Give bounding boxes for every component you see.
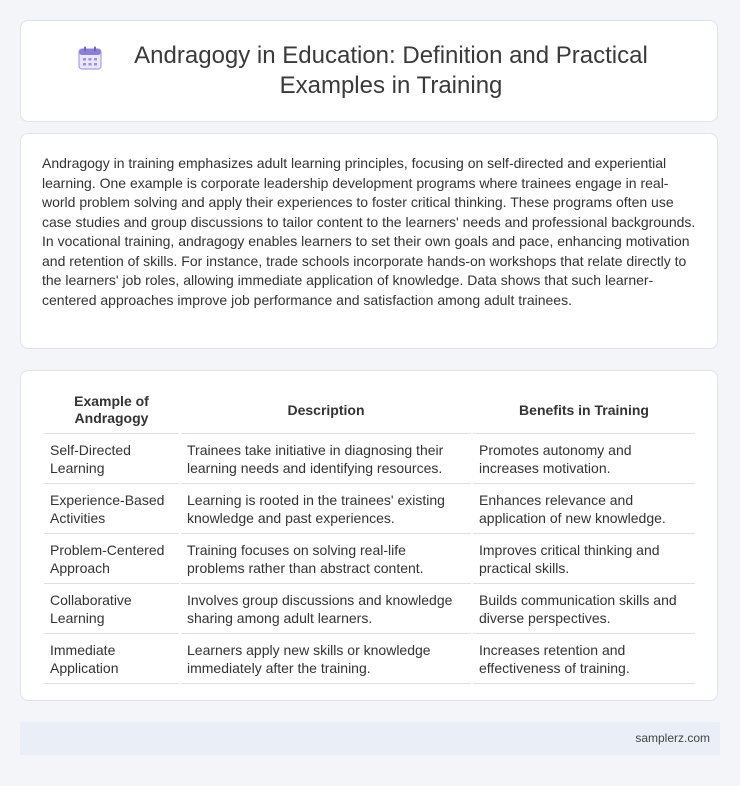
benefits-cell: Enhances relevance and application of new knowledge. [473, 484, 695, 534]
benefits-cell: Increases retention and effectiveness of training. [473, 634, 695, 684]
footer-site-link[interactable]: samplerz.com [635, 731, 710, 745]
column-header-benefits: Benefits in Training [473, 389, 695, 434]
description-cell: Learners apply new skills or knowledge immediately after the training. [181, 634, 471, 684]
footer-bar [20, 722, 720, 755]
table-row [44, 434, 695, 484]
benefits-cell: Improves critical thinking and practical skills. [473, 534, 695, 584]
description-cell: Learning is rooted in the trainees' existing knowledge and past experiences. [181, 484, 471, 534]
table-row [44, 484, 695, 534]
example-cell: Immediate Application [44, 634, 179, 684]
examples-table [42, 389, 697, 684]
description-cell: Trainees take initiative in diagnosing their learning needs and identifying resources. [181, 434, 471, 484]
table-header-row [44, 389, 695, 434]
calendar-icon [77, 45, 103, 71]
intro-paragraph: Andragogy in training emphasizes adult learning principles, focusing on self-directed and experiential learning. One example is corporate leadership development programs where trainees engage in real-world problem solving and apply their experiences to foster critical thinking. These programs often use case studies and group discussions to tailor content to the learners' needs and professional backgrounds. In vocational training, andragogy enables learners to set their own goals and pace, enhancing motivation and retention of skills. For instance, trade schools incorporate hands-on workshops that relate directly to the learners' job roles, allowing immediate application of knowledge. Data shows that such learner-centered approaches improve job performance and satisfaction among adult trainees. [42, 155, 696, 308]
column-header-example: Example of Andragogy [44, 389, 179, 434]
example-cell: Self-Directed Learning [44, 434, 179, 484]
page-title: Andragogy in Education: Definition and Practical Examples in Training [134, 42, 648, 99]
table-row [44, 584, 695, 634]
intro-card [20, 133, 718, 349]
benefits-cell: Promotes autonomy and increases motivation. [473, 434, 695, 484]
description-cell: Training focuses on solving real-life problems rather than abstract content. [181, 534, 471, 584]
table-card [20, 370, 718, 701]
benefits-cell: Builds communication skills and diverse perspectives. [473, 584, 695, 634]
table-row [44, 534, 695, 584]
title-card [20, 20, 718, 122]
example-cell: Problem-Centered Approach [44, 534, 179, 584]
column-header-description: Description [181, 389, 471, 434]
example-cell: Experience-Based Activities [44, 484, 179, 534]
description-cell: Involves group discussions and knowledge sharing among adult learners. [181, 584, 471, 634]
example-cell: Collaborative Learning [44, 584, 179, 634]
table-row [44, 634, 695, 684]
